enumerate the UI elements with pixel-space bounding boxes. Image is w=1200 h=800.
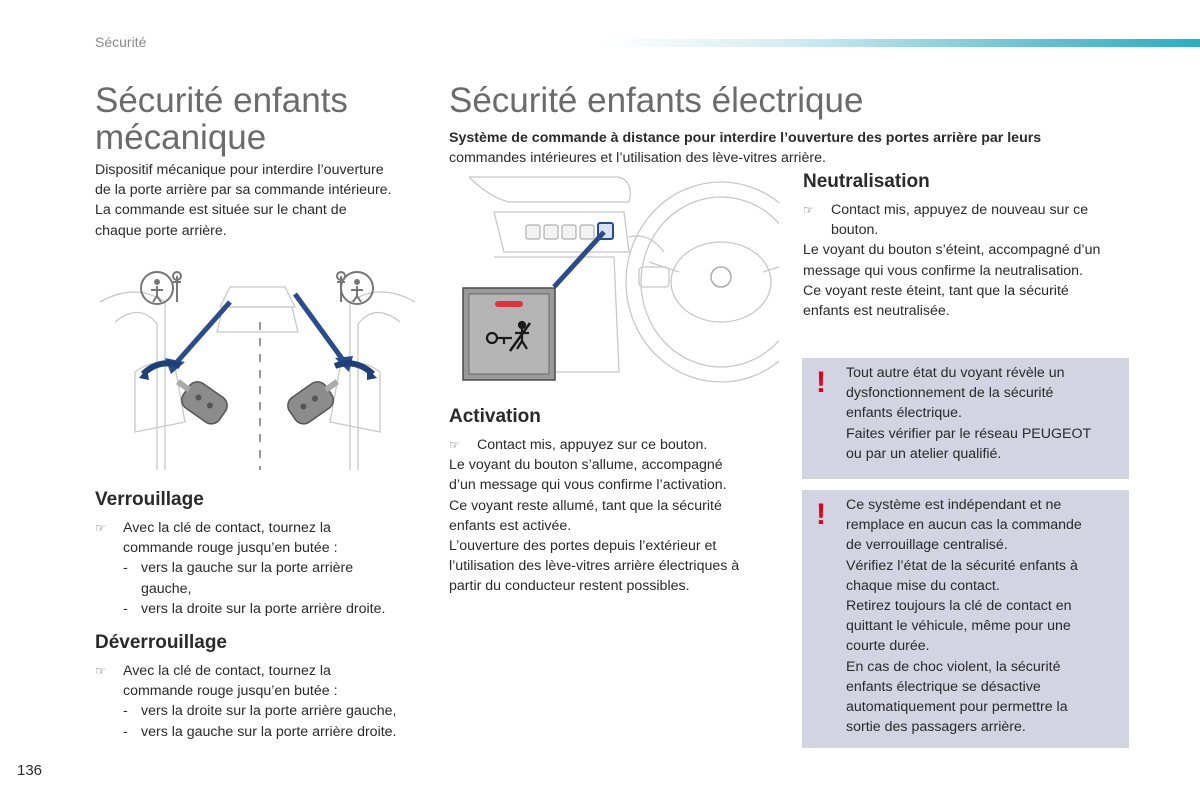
pointing-hand-icon: ☞ <box>95 664 106 678</box>
activation-instructions <box>449 435 784 597</box>
pointing-hand-icon: ☞ <box>803 203 814 217</box>
unlock-instructions <box>95 661 425 742</box>
unlock-bullet: ☞ Avec la clé de contact, tournez la <box>95 661 425 681</box>
activation-line: d’un message qui vous confirme l’activation. <box>449 477 727 494</box>
left-intro <box>95 160 405 241</box>
lock-instructions <box>95 518 425 619</box>
header-accent-bar <box>600 39 1200 47</box>
unlock-heading: Déverrouillage <box>95 632 227 653</box>
child-key-icon-right <box>337 272 373 304</box>
unlock-bullet-cont: commande rouge jusqu’en butée : <box>123 683 338 700</box>
activation-heading: Activation <box>449 406 541 427</box>
neutral-line: enfants est neutralisée. <box>803 303 950 320</box>
lock-dash-item: - vers la gauche sur la porte arrière <box>123 560 354 577</box>
warning-box-malfunction <box>802 358 1129 479</box>
activation-line: Ce voyant reste allumé, tant que la sécurité <box>449 497 722 514</box>
child-lock-button-closeup <box>462 287 556 381</box>
neutral-line: Le voyant du bouton s’éteint, accompagné d’un <box>803 242 1101 259</box>
pointing-hand-icon: ☞ <box>95 521 106 535</box>
left-intro-line: La commande est située sur le chant de <box>95 202 347 219</box>
unlock-dash-item: - vers la droite sur la porte arrière gauche, <box>123 703 397 720</box>
electric-intro <box>449 128 1149 168</box>
activation-line: L’ouverture des portes depuis l’extérieur et <box>449 538 717 555</box>
left-intro-line: chaque porte arrière. <box>95 222 227 239</box>
neutral-bullet: ☞ Contact mis, appuyez de nouveau sur ce <box>803 200 1143 220</box>
left-title-line1: Sécurité enfants <box>95 81 348 120</box>
lock-heading: Verrouillage <box>95 489 204 510</box>
warning-icon: ! <box>816 498 826 531</box>
warning-box-independent-system <box>802 490 1129 748</box>
neutralisation-instructions <box>803 200 1143 321</box>
left-intro-line: Dispositif mécanique pour interdire l’ouverture <box>95 162 384 178</box>
activation-bullet: ☞ Contact mis, appuyez sur ce bouton. <box>449 435 784 455</box>
page-number: 136 <box>17 762 43 779</box>
activation-line: Le voyant du bouton s’allume, accompagné <box>449 457 723 474</box>
unlock-dash-item: - vers la gauche sur la porte arrière droite. <box>123 723 397 740</box>
warning-icon: ! <box>816 366 826 399</box>
activation-line: partir du conducteur restent possibles. <box>449 578 690 595</box>
lock-dash-item: - vers la droite sur la porte arrière droite. <box>123 600 386 617</box>
neutralisation-heading: Neutralisation <box>803 171 930 192</box>
lock-bullet-cont: commande rouge jusqu’en butée : <box>123 540 338 557</box>
activation-line: enfants est activée. <box>449 517 572 534</box>
warning-text: Ce système est indépendant et ne remplace en aucun cas la commande de verrouillage centralisé. Vérifiez l’état de la sécurité enfants à chaque mise du contact. Retirez toujours la clé de contact en quittant le véhicule, même pour une courte durée. En cas de choc violent, la sécurité enfants électrique se désactive automatiquement pour permettre la sortie des passagers arrière. <box>846 497 1082 736</box>
neutral-line: Ce voyant reste éteint, tant que la sécurité <box>803 282 1069 299</box>
warning-text: Tout autre état du voyant révèle un dysfonctionnement de la sécurité enfants électrique. Faites vérifier par le réseau PEUGEOT ou par un atelier qualifié. <box>846 365 1092 462</box>
electric-intro-bold: Système de commande à distance pour interdire l’ouverture des portes arrière par leurs <box>449 130 1042 146</box>
lock-dash-cont: gauche, <box>141 580 192 597</box>
electric-intro-rest: commandes intérieures et l’utilisation des lève-vitres arrière. <box>449 150 826 167</box>
electric-title: Sécurité enfants électrique <box>449 81 864 120</box>
pointing-hand-icon: ☞ <box>449 438 460 452</box>
left-title <box>95 82 348 156</box>
left-title-line2: mécanique <box>95 118 267 157</box>
left-intro-line: de la porte arrière par sa commande intérieure. <box>95 182 392 199</box>
neutral-line: message qui vous confirme la neutralisation. <box>803 262 1083 279</box>
activation-line: l’utilisation des lève-vitres arrière électriques à <box>449 558 740 575</box>
mechanical-lock-illustration <box>95 262 420 470</box>
indicator-light <box>495 301 523 307</box>
neutral-bullet-cont: bouton. <box>831 222 879 239</box>
section-label: Sécurité <box>95 34 147 50</box>
lock-bullet: ☞ Avec la clé de contact, tournez la <box>95 518 425 538</box>
